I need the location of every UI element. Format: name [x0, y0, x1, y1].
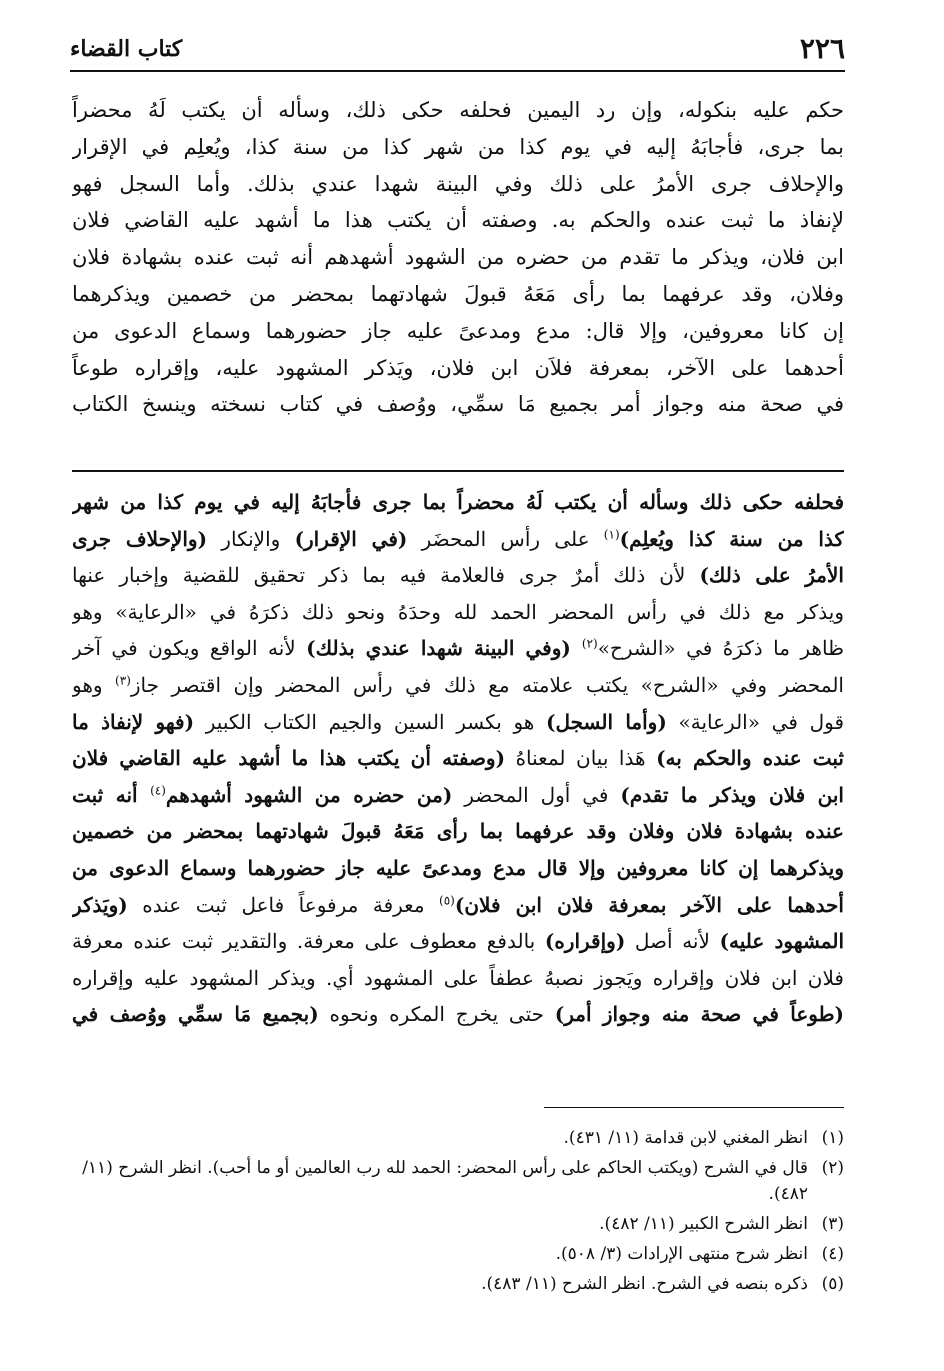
sharh-line: [72, 667, 844, 704]
quoted-matn: (في الإقرار): [294, 526, 408, 551]
commentary: هَذا بيان لمعناهُ: [505, 746, 657, 771]
footnote-ref[interactable]: (٢): [581, 636, 598, 651]
quoted-matn: المشهود عليه): [719, 929, 844, 954]
sharh-line: [72, 850, 844, 887]
footnote-ref[interactable]: (٣): [115, 673, 131, 688]
sharh-line: [72, 630, 844, 667]
footnote: [72, 1241, 844, 1267]
commentary: قول في «الرعاية»: [666, 709, 844, 734]
commentary: وهو: [72, 672, 116, 697]
matn-line: في صحة منه وجواز أمر بجميع مَا سمِّي، ووُصف في كتاب نسخته وينسخ الكتاب: [72, 392, 844, 417]
quoted-matn: أحدهما على الآخر بمعرفة فلان ابن فلان): [454, 892, 844, 917]
commentary: ويذكر مع ذلك في رأس المحضر الحمد لله وحدَهُ ونحو ذلك ذكرَهُ في «الرعاية» وهو: [72, 599, 844, 624]
footnote: [72, 1155, 844, 1207]
footnote: [72, 1211, 844, 1237]
commentary: ظاهر ما ذكرَهُ في «الشرح»: [597, 636, 844, 661]
quoted-matn: ثبت عنده والحكم به): [656, 746, 844, 771]
commentary: المحضر وفي «الشرح» يكتب علامته مع ذلك في رأس المحضر وإن اقتصر جاز: [130, 672, 844, 697]
quoted-matn: (وإقراره): [544, 929, 626, 954]
footnotes: [72, 1125, 844, 1301]
sharh-line: [72, 960, 844, 997]
commentary: لأن ذلك أمرٌ جرى فالعلامة فيه بما ذكر تحقيق للقضية وإخبار عنها: [72, 563, 700, 588]
footnote-number: (٢): [821, 1158, 844, 1178]
footnote-separator: [544, 1107, 844, 1108]
commentary: على رأس المحضَر: [407, 526, 604, 551]
sharh-line: [72, 484, 844, 521]
matn-separator: [72, 470, 844, 472]
matn-line: والإحلاف جرى الأمرُ على ذلك وفي البينة شهدا عندي بذلك. وأما السجل فهو: [72, 171, 844, 196]
footnote-number: (٣): [821, 1214, 844, 1234]
matn-text: [72, 92, 844, 462]
sharh-line: [72, 996, 844, 1033]
commentary: حتى يخرج المكره ونحوه: [318, 1002, 555, 1027]
footnote-text: انظر المغني لابن قدامة (١١/ ٤٣١).: [563, 1128, 808, 1148]
footnote-text: انظر شرح منتهى الإرادات (٣/ ٥٠٨).: [555, 1244, 808, 1264]
commentary: بالدفع معطوف على معرفة. والتقدير ثبت عنده معرفة: [72, 929, 545, 954]
footnote: [72, 1271, 844, 1297]
quoted-matn: (وفي البينة شهدا عندي بذلك): [306, 636, 582, 661]
quoted-matn: (وصفته أن يكتب هذا ما أشهد عليه القاضي فلان: [72, 746, 506, 771]
quoted-matn: فحلفه حكى ذلك وسأله أن يكتب لَهُ محضراً بما جرى فأجابَهُ إليه في يوم كذا من شهر: [72, 490, 844, 514]
footnote-ref[interactable]: (٥): [439, 892, 455, 907]
matn-line: لإنفاذ ما ثبت عنده والحكم به. وصفته أن يكتب هذا ما أشهد عليه القاضي فلان: [72, 208, 844, 233]
footnote-number: (٥): [821, 1274, 844, 1294]
commentary: معرفة مرفوعاً فاعل ثبت عنده: [127, 892, 440, 917]
matn-line: بما جرى، فأجابَهُ إليه في يوم كذا من شهر كذا من سنة كذا، ويُعلِم في الإقرار: [72, 134, 844, 159]
quoted-matn: ابن فلان ويذكر ما تقدم): [620, 782, 844, 807]
page-number: ٢٢٦: [799, 32, 845, 65]
commentary: لأنه أصل: [625, 929, 720, 954]
sharh-line: [72, 923, 844, 960]
quoted-matn: أنه ثبت: [72, 782, 151, 807]
sharh-line: [72, 813, 844, 850]
quoted-matn: (فهو لإنفاذ ما: [72, 709, 195, 734]
footnote-text: قال في الشرح (ويكتب الحاكم على رأس المحضر: الحمد لله رب العالمين أو ما أحب). انظر الشرح (١١/ ٤٨٢).: [82, 1158, 808, 1204]
commentary: والإنكار: [207, 526, 295, 551]
footnote-number: (١): [821, 1128, 844, 1148]
sharh-line: [72, 887, 844, 924]
quoted-matn: ويذكرهما إن كانا معروفين وإلا قال مدع ومدعىً عليه جاز حضورهما وسماع الدعوى من: [72, 855, 844, 880]
sharh-line: [72, 740, 844, 777]
footnote-ref[interactable]: (٤): [150, 783, 166, 798]
matn-line: ابن فلان، ويذكر ما تقدم من حضره من الشهود أشهدهم أنه ثبت عنده بشهادة فلان: [72, 245, 844, 270]
commentary: في أول المحضر: [452, 782, 621, 807]
book-title: كتاب القضاء: [70, 36, 183, 62]
quoted-matn: عنده بشهادة فلان وفلان وقد عرفهما بما رأى مَعَهُ قبولَ شهادتهما بمحضر من خصمين: [72, 819, 844, 844]
commentary: هو بكسر السين والجيم الكتاب الكبير: [194, 709, 547, 734]
footnote-text: ذكره بنصه في الشرح. انظر الشرح (١١/ ٤٨٣).: [481, 1274, 808, 1294]
sharh-line: [72, 557, 844, 594]
matn-line: أحدهما على الآخر، بمعرفة فلاَن ابن فلان، ويَذكر المشهود عليه، وإقراره طوعاً: [72, 355, 844, 380]
footnote-ref[interactable]: (١): [603, 526, 620, 541]
quoted-matn: الأمرُ على ذلك): [699, 563, 844, 588]
matn-line: حكم عليه بنكوله، وإن رد اليمين فحلفه حكى ذلك، وسأله أن يكتب لَهُ محضراً: [72, 98, 844, 122]
page-header: [70, 30, 845, 72]
footnote-number: (٤): [821, 1244, 844, 1264]
footnote: [72, 1125, 844, 1151]
quoted-matn: (بجميع مَا سمِّي ووُصف في: [72, 1002, 319, 1027]
commentary: فلان ابن فلان وإقراره ويَجوز نصبهُ عطفاً على المشهود أي. ويذكر المشهود عليه وإقراره: [72, 965, 844, 990]
sharh-line: [72, 704, 844, 741]
sharh-line: [72, 777, 844, 814]
quoted-matn: كذا من سنة كذا ويُعلِم): [619, 526, 844, 551]
sharh-line: [72, 521, 844, 558]
sharh-text: [72, 484, 844, 1090]
quoted-matn: (ويَذكر: [72, 892, 128, 917]
quoted-matn: (من حضره من الشهود أشهدهم: [165, 782, 453, 807]
matn-line: إن كانا معروفين، وإلا قال: مدع ومدعىً عليه جاز حضورهما وسماع الدعوى من: [72, 318, 844, 343]
quoted-matn: (والإحلاف جرى: [72, 526, 208, 551]
commentary: لأنه الواقع ويكون في آخر: [72, 636, 307, 661]
footnote-text: انظر الشرح الكبير (١١/ ٤٨٢).: [599, 1214, 808, 1234]
matn-line: وفلان، وقد عرفهما بما رأى مَعَهُ قبولَ شهادتهما بمحضر من خصمين ويذكرهما: [72, 281, 844, 306]
quoted-matn: (طوعاً في صحة منه وجواز أمر): [554, 1002, 844, 1027]
quoted-matn: (وأما السجل): [546, 709, 667, 734]
sharh-line: [72, 594, 844, 631]
